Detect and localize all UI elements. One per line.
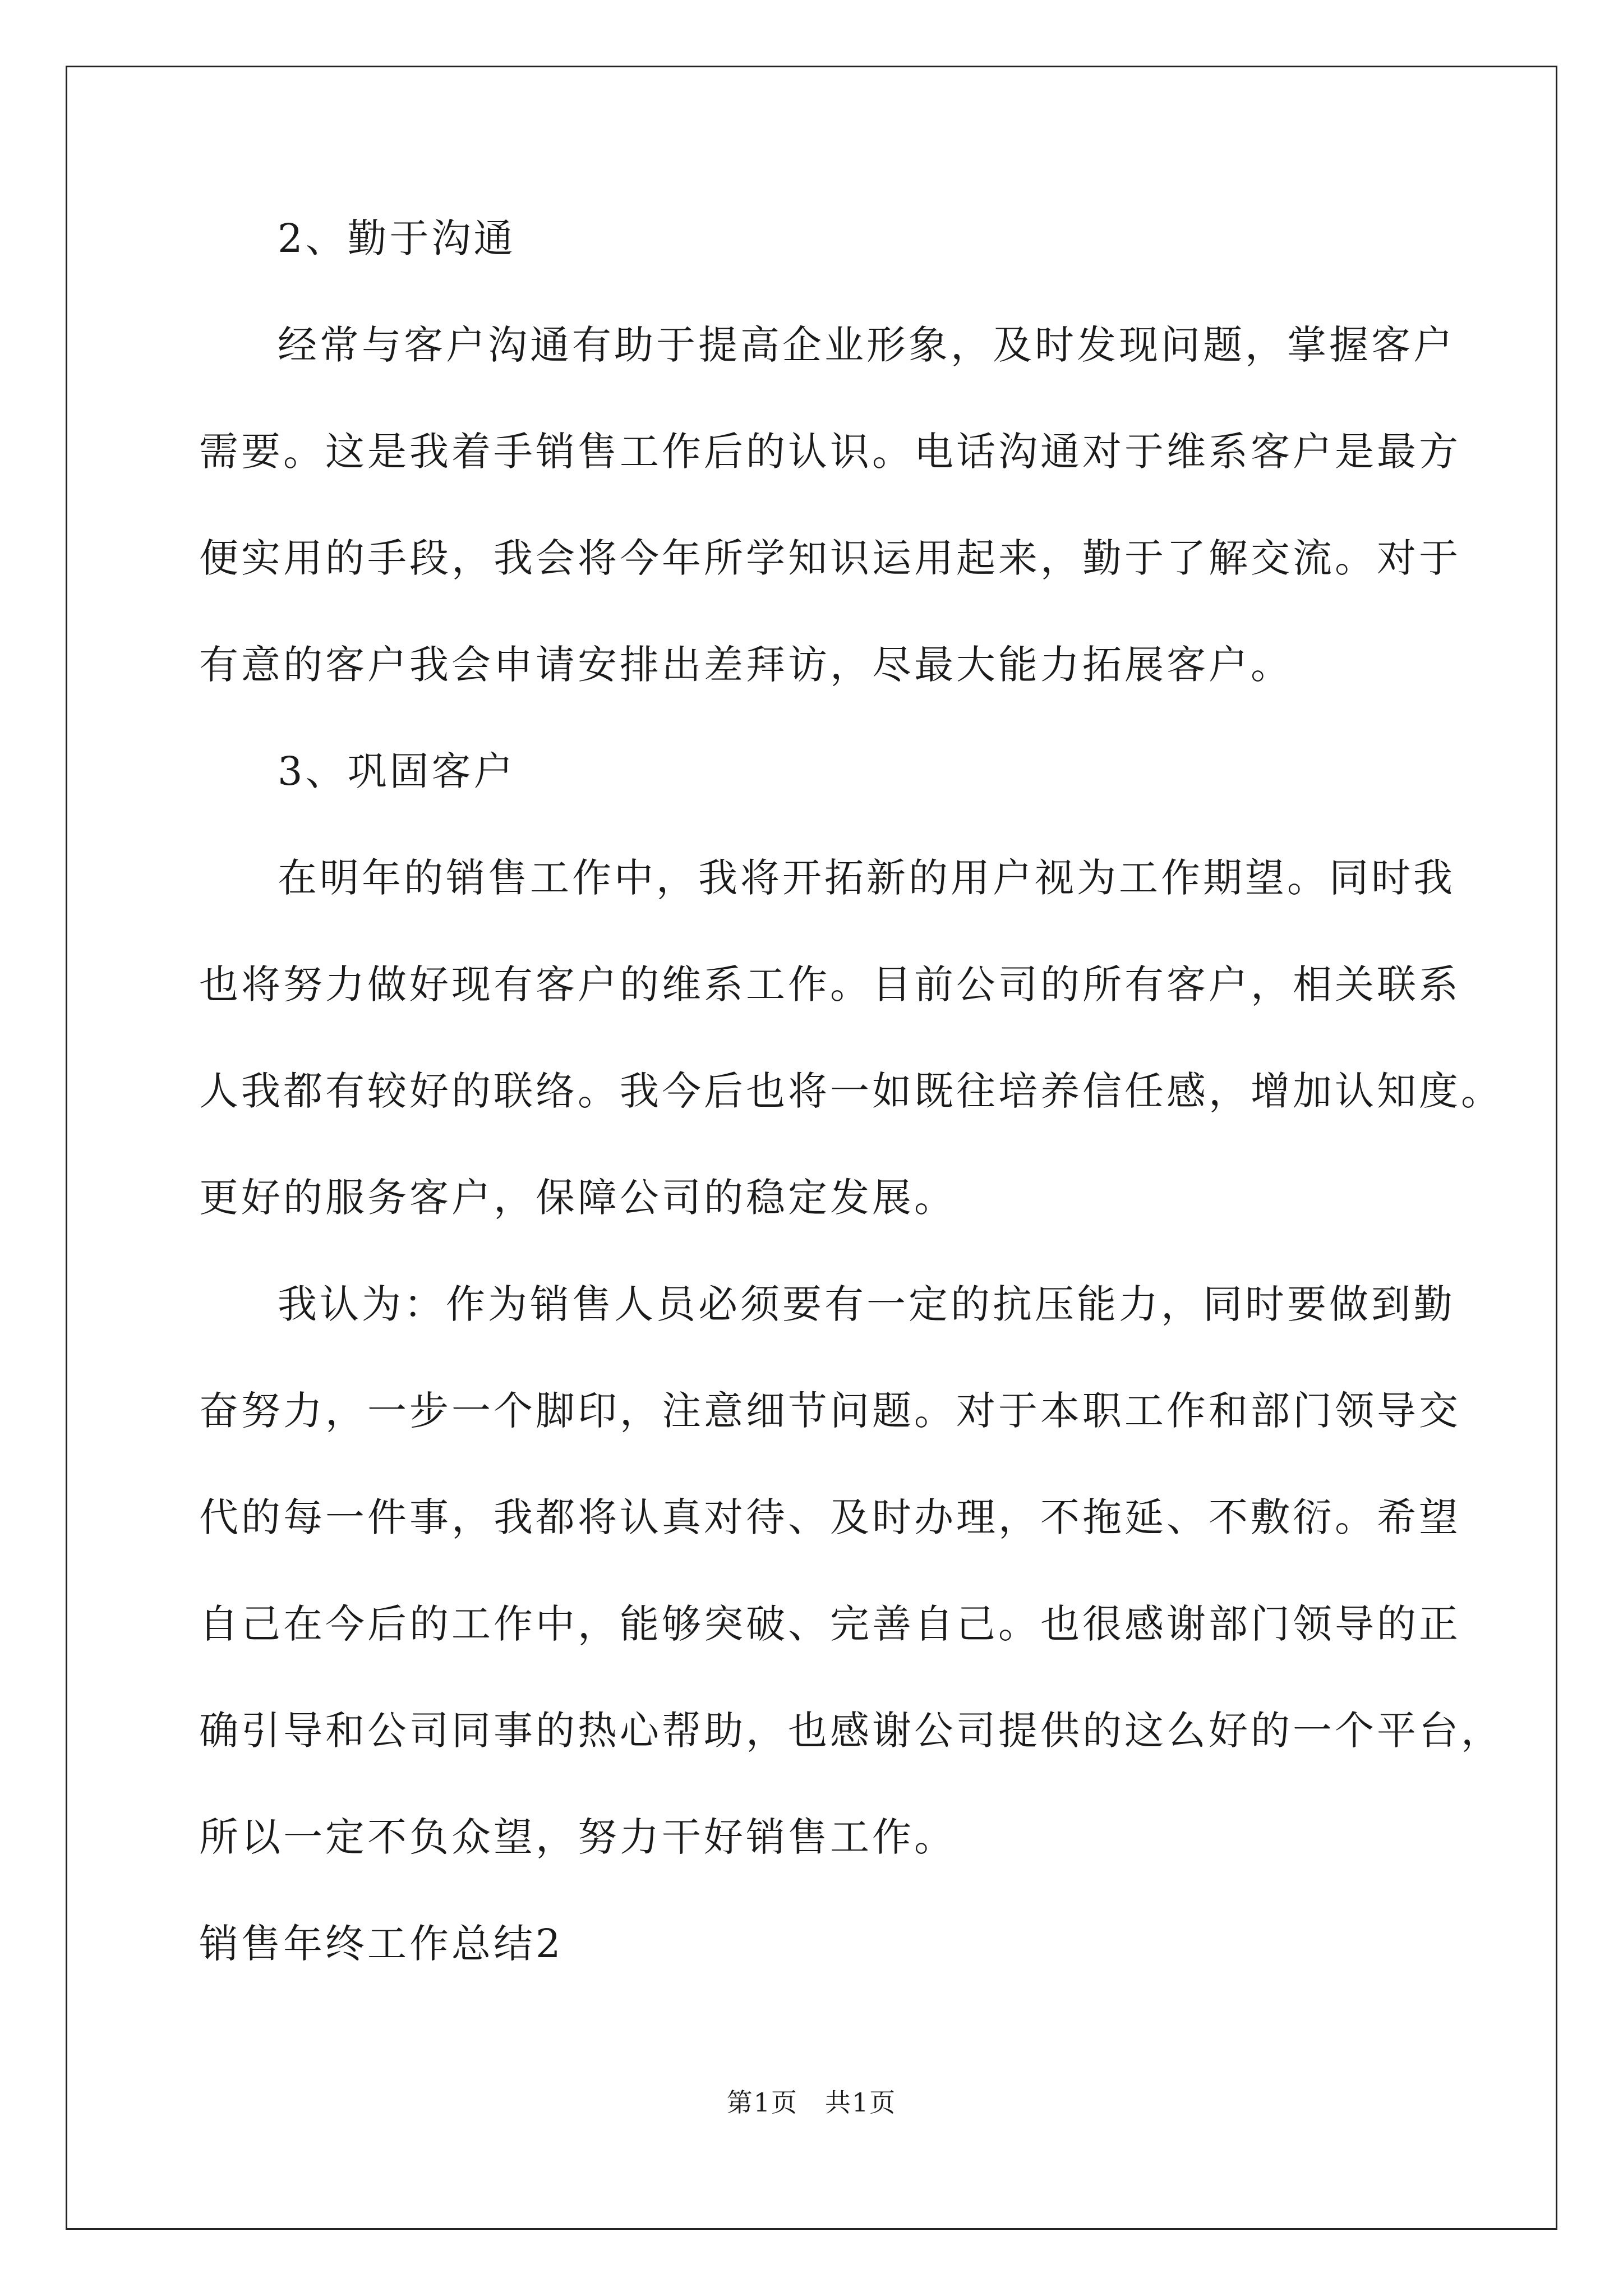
paragraph-line: 自己在今后的工作中，能够突破、完善自己。也很感谢部门领导的正 [199, 1601, 1461, 1647]
paragraph-line: 在明年的销售工作中，我将开拓新的用户视为工作期望。同时我 [278, 855, 1455, 901]
paragraph-line: 更好的服务客户，保障公司的稳定发展。 [199, 1175, 956, 1221]
paragraph-line: 所以一定不负众望，努力干好销售工作。 [199, 1814, 956, 1860]
paragraph-line: 需要。这是我着手销售工作后的认识。电话沟通对于维系客户是最方 [199, 429, 1461, 475]
paragraph-line: 代的每一件事，我都将认真对待、及时办理，不拖延、不敷衍。希望 [199, 1494, 1461, 1540]
paragraph-line: 确引导和公司同事的热心帮助，也感谢公司提供的这么好的一个平台， [199, 1708, 1503, 1754]
paragraph-line: 便实用的手段，我会将今年所学知识运用起来，勤于了解交流。对于 [199, 535, 1461, 581]
paragraph-line: 也将努力做好现有客户的维系工作。目前公司的所有客户，相关联系 [199, 961, 1461, 1007]
page-frame [66, 66, 1557, 2230]
section-title: 销售年终工作总结2 [199, 1921, 564, 1967]
paragraph-line: 我认为：作为销售人员必须要有一定的抗压能力，同时要做到勤 [278, 1281, 1455, 1327]
heading-communicate: 2、勤于沟通 [278, 215, 516, 261]
paragraph-line: 奋努力，一步一个脚印，注意细节问题。对于本职工作和部门领导交 [199, 1388, 1461, 1434]
page-number-footer: 第1页 共1页 [726, 2087, 897, 2118]
heading-consolidate: 3、巩固客户 [278, 748, 516, 794]
paragraph-line: 经常与客户沟通有助于提高企业形象，及时发现问题，掌握客户 [278, 322, 1455, 368]
paragraph-line: 有意的客户我会申请安排出差拜访，尽最大能力拓展客户。 [199, 642, 1293, 688]
paragraph-line: 人我都有较好的联络。我今后也将一如既往培养信任感，增加认知度。 [199, 1068, 1503, 1114]
